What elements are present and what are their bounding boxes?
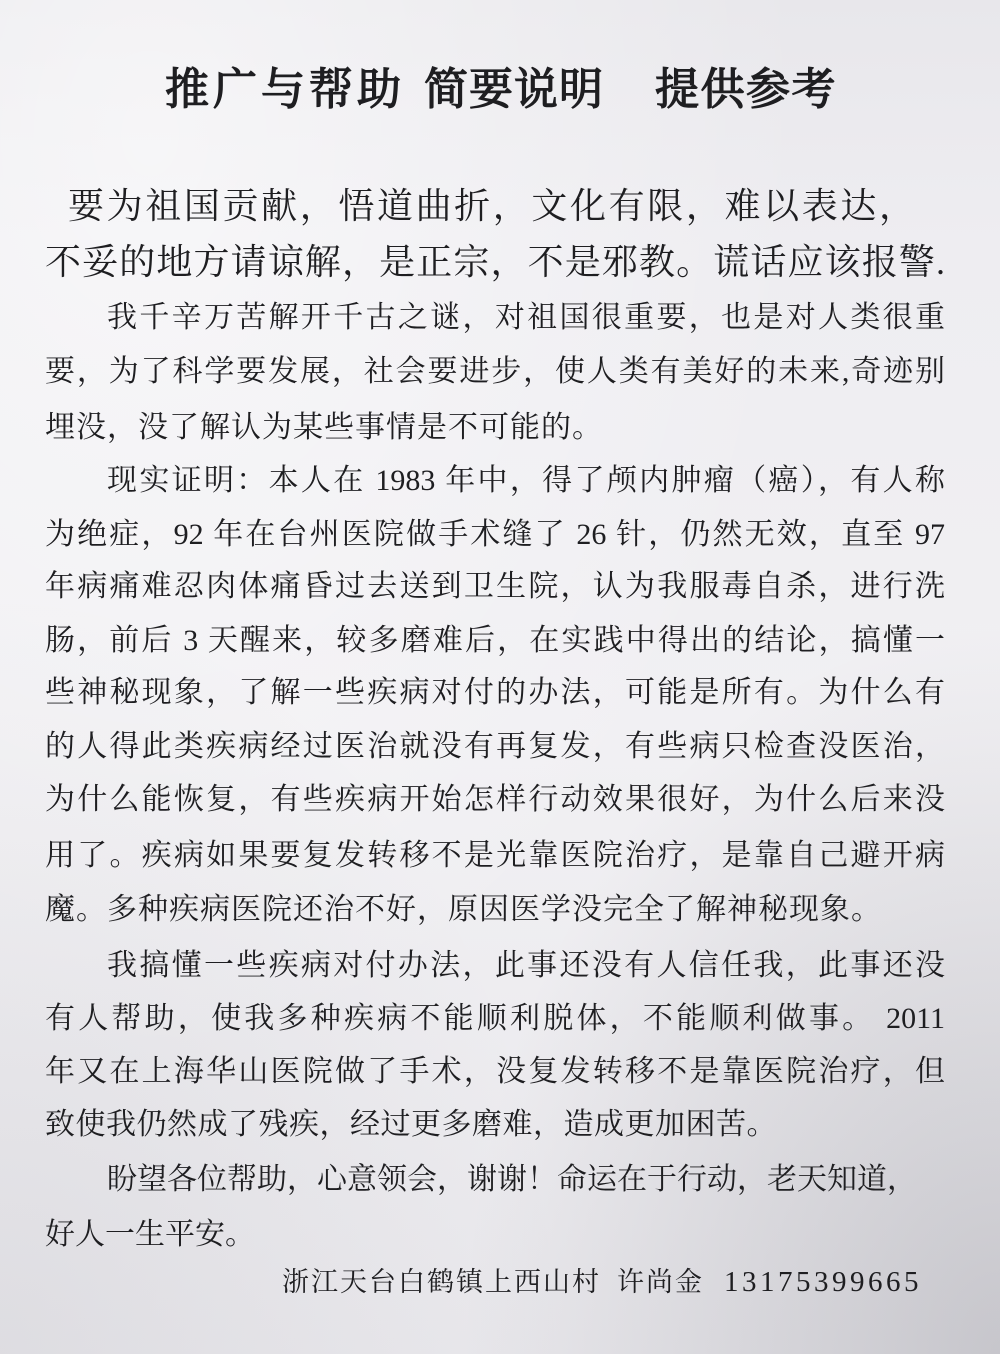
preface-line: 要为祖国贡献，悟道曲折，文化有限，难以表达， <box>68 186 915 226</box>
title-part-reference: 提供参考 <box>655 64 837 115</box>
body-line: 年病痛难忍肉体痛昏过去送到卫生院，认为我服毒自杀，进行洗 <box>45 570 945 603</box>
body-line: 魔。多种疾病医院还治不好，原因医学没完全了解神秘现象。 <box>45 893 882 926</box>
body-line: 我搞懂一些疾病对付办法，此事还没有人信任我，此事还没 <box>107 949 945 982</box>
body-line: 肠，前后 3 天醒来，较多磨难后，在实践中得出的结论，搞懂一 <box>45 624 945 657</box>
body-line: 我千辛万苦解开千古之谜，对祖国很重要，也是对人类很重 <box>107 301 945 334</box>
body-line: 盼望各位帮助，心意领会，谢谢！命运在于行动，老天知道， <box>107 1163 917 1196</box>
body-line: 好人一生平安。 <box>45 1218 255 1251</box>
body-line: 年又在上海华山医院做了手术，没复发转移不是靠医院治疗，但 <box>45 1055 945 1088</box>
title-part-promotion: 推广与帮助 <box>165 64 405 115</box>
body-line: 为绝症，92 年在台州医院做手术缝了 26 针，仍然无效，直至 97 <box>45 518 945 551</box>
body-line: 有人帮助，使我多种疾病不能顺利脱体，不能顺利做事。 2011 <box>45 1002 945 1035</box>
body-line: 用了。疾病如果要复发转移不是光靠医院治疗，是靠自己避开病 <box>45 839 945 872</box>
body-line: 现实证明：本人在 1983 年中，得了颅内肿瘤（癌），有人称 <box>107 464 945 497</box>
body-line: 为什么能恢复，有些疾病开始怎样行动效果很好，为什么后来没 <box>45 783 945 816</box>
signature-phone: 13175399665 <box>724 1266 922 1298</box>
signature-name: 许尚金 <box>617 1267 704 1297</box>
body-line: 致使我仍然成了残疾，经过更多磨难，造成更加困苦。 <box>45 1108 777 1141</box>
body-line: 的人得此类疾病经过医治就没有再复发，有些病只检查没医治， <box>45 730 945 763</box>
body-line: 埋没，没了解认为某些事情是不可能的。 <box>45 411 603 444</box>
preface-line: 不妥的地方请谅解，是正宗，不是邪教。谎话应该报警. <box>45 242 945 282</box>
signature-location: 浙江天台白鹤镇上西山村 <box>282 1267 601 1297</box>
body-line: 些神秘现象，了解一些疾病对付的办法，可能是所有。为什么有 <box>45 676 945 709</box>
title-part-summary: 简要说明 <box>424 64 604 115</box>
body-line: 要，为了科学要发展，社会要进步，使人类有美好的未来,奇迹别 <box>45 355 945 388</box>
